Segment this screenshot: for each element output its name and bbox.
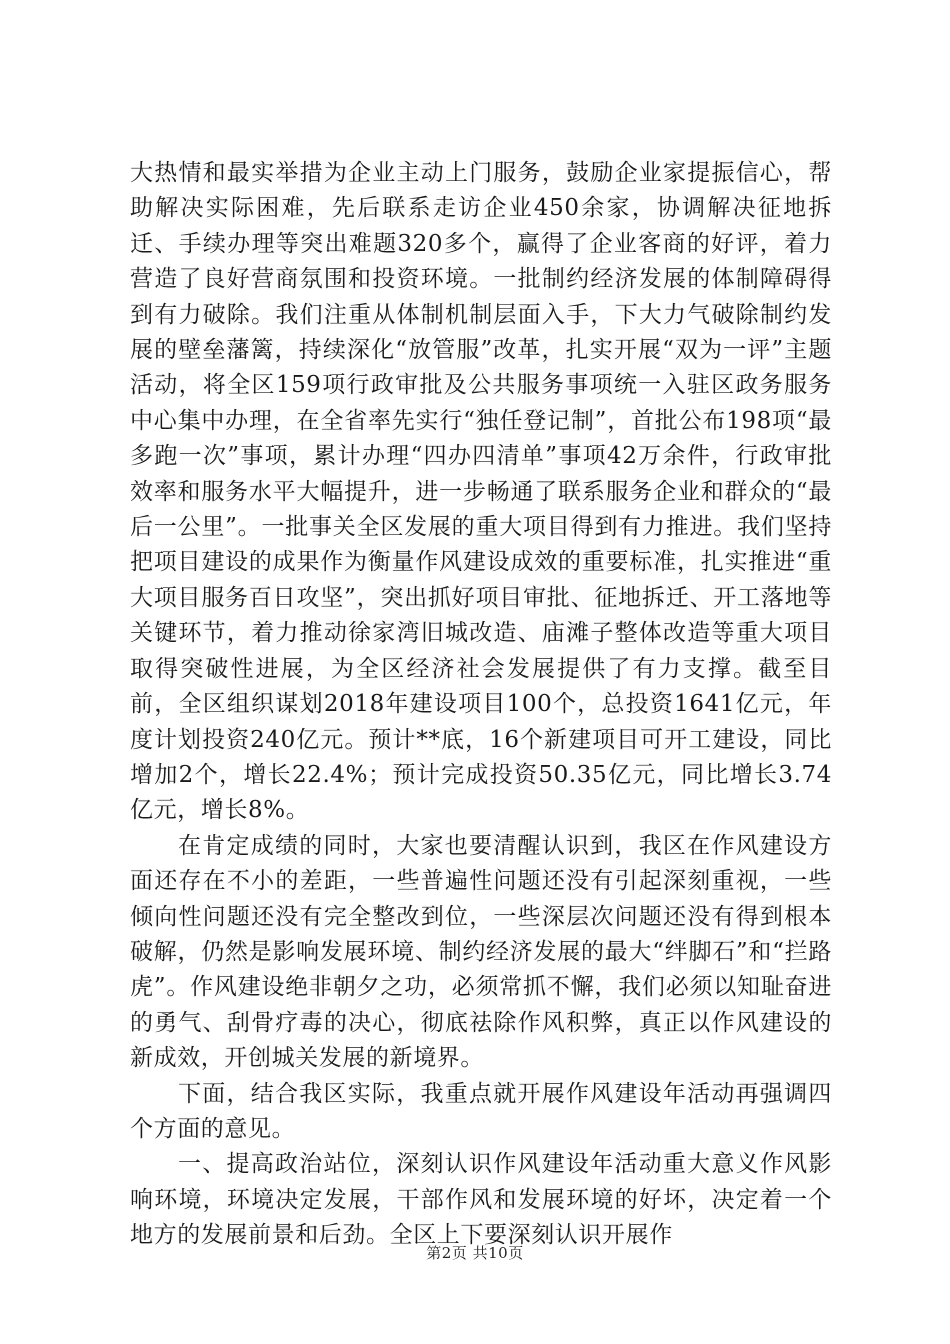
paragraph-1: 大热情和最实举措为企业主动上门服务，鼓励企业家提振信心，帮助解决实际困难，先后联系走访企业450余家，协调解决征地拆迁、手续办理等突出难题320多个，赢得了企业客商的好评，着力营造了良好营商氛围和投资环境。一批制约经济发展的体制障碍得到有力破除。我们注重从体制机制层面入手，下大力气破除制约发展的壁垒藩篱，持续深化“放管服”改革，扎实开展“双为一评”主题活动，将全区159项行政审批及公共服务事项统一入驻区政务服务中心集中办理，在全省率先实行“独任登记制”，首批公布198项“最多跑一次”事项，累计办理“四办四清单”事项42万余件，行政审批效率和服务水平大幅提升，进一步畅通了联系服务企业和群众的“最后一公里”。一批事关全区发展的重大项目得到有力推进。我们坚持把项目建设的成果作为衡量作风建设成效的重要标准，扎实推进“重大项目服务百日攻坚”，突出抓好项目审批、征地拆迁、开工落地等关键环节，着力推动徐家湾旧城改造、庙滩子整体改造等重大项目取得突破性进展，为全区经济社会发展提供了有力支撑。截至目前，全区组织谋划2018年建设项目100个，总投资1641亿元，年度计划投资240亿元。预计**底，16个新建项目可开工建设，同比增加2个，增长22.4%；预计完成投资50.35亿元，同比增长3.74亿元，增长8%。 [130,160,832,824]
page-number-footer: 第2页 共10页 [426,1244,524,1262]
paragraph-2: 在肯定成绩的同时，大家也要清醒认识到，我区在作风建设方面还存在不小的差距，一些普遍性问题还没有引起深刻重视，一些倾向性问题还没有完全整改到位，一些深层次问题还没有得到根本破解，仍然是影响发展环境、制约经济发展的最大“绊脚石”和“拦路虎”。作风建设绝非朝夕之功，必须常抓不懈，我们必须以知耻奋进的勇气、刮骨疗毒的决心，彻底祛除作风积弊，真正以作风建设的新成效，开创城关发展的新境界。 [130,832,832,1072]
paragraph-4: 一、提高政治站位，深刻认识作风建设年活动重大意义作风影响环境，环境决定发展，干部作风和发展环境的好坏，决定着一个地方的发展前景和后劲。全区上下要深刻认识开展作 [130,1151,832,1249]
paragraph-3: 下面，结合我区实际，我重点就开展作风建设年活动再强调四个方面的意见。 [130,1080,832,1142]
document-body [130,156,832,1254]
